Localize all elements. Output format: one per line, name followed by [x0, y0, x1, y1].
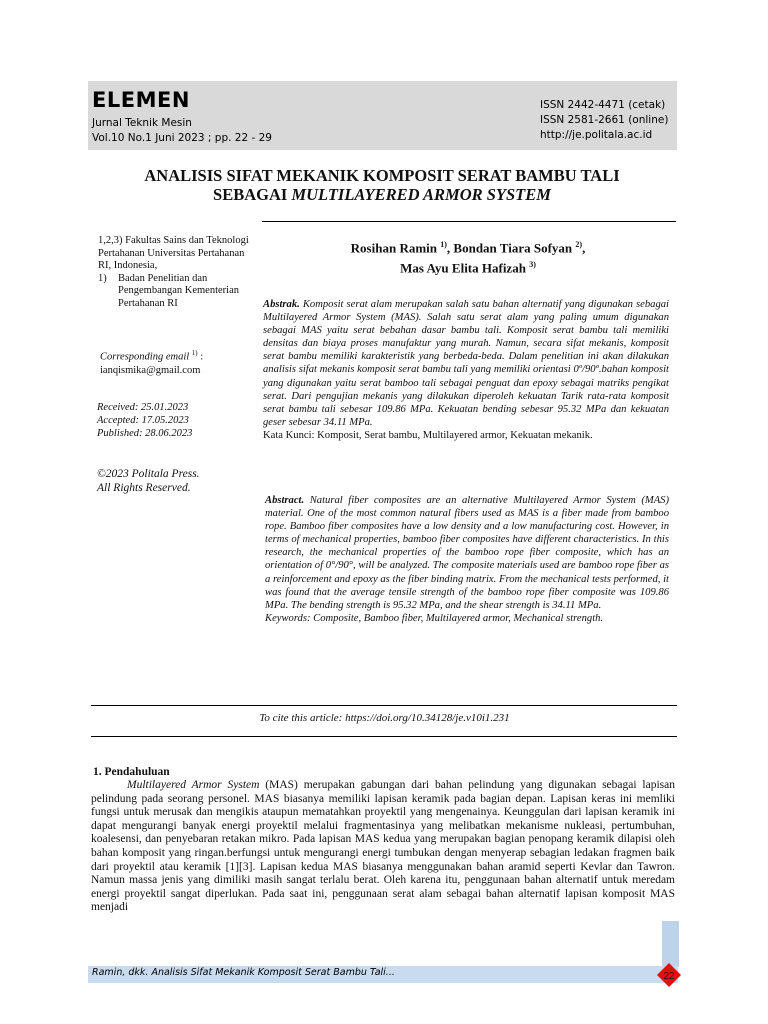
author-line-2 [262, 256, 674, 276]
journal-subtitle: Jurnal Teknik Mesin [92, 117, 192, 129]
affiliation-2 [98, 273, 258, 311]
affiliation-1-num: 1,2,3) [98, 235, 123, 246]
received-date: Received: 25.01.2023 [97, 402, 189, 413]
author-3: Mas Ayu Elita Hafizah [400, 260, 526, 276]
cite-rule-top [91, 705, 677, 706]
abstract-english [265, 494, 669, 625]
affiliations [98, 235, 258, 310]
cite-line[interactable]: To cite this article: https://doi.org/10.34128/je.v10i1.231 [259, 712, 510, 724]
section-title: 1. Pendahuluan [93, 766, 170, 778]
accepted-date: Accepted: 17.05.2023 [97, 415, 189, 426]
copyright-line-2: All Rights Reserved. [97, 482, 191, 494]
abstrak-label: Abstrak. [263, 299, 300, 310]
corresponding-sup: 1) [191, 349, 198, 357]
title-line-2-italic: MULTILAYERED ARMOR SYSTEM [291, 185, 551, 204]
author-line-1 [262, 236, 674, 256]
footer-band [88, 966, 678, 983]
author-2: Bondan Tiara Sofyan [453, 240, 573, 256]
abstract-label: Abstract. [265, 495, 305, 506]
email-link[interactable]: ianqismika@gmail.com [100, 364, 201, 376]
author-1: Rosihan Ramin [350, 240, 437, 256]
volume-line: Vol.10 No.1 Juni 2023 ; pp. 22 - 29 [92, 132, 272, 144]
affiliation-2-text: Badan Penelitian dan Pengembangan Kementerian Pertahanan RI [118, 272, 239, 309]
affiliation-1 [98, 235, 258, 273]
section-body [91, 779, 675, 915]
keywords: Keywords: Composite, Bamboo fiber, Multilayered armor, Mechanical strength. [265, 612, 604, 624]
author-2-sup: 2) [575, 240, 583, 249]
cite-rule-bottom [91, 736, 677, 737]
author-1-sup: 1) [440, 240, 447, 249]
title-line-1: ANALISIS SIFAT MEKANIK KOMPOSIT SERAT BAMBU TALI [144, 166, 620, 185]
issn-block [540, 98, 668, 143]
author-list [262, 236, 674, 277]
journal-url[interactable]: http://je.politala.ac.id [540, 129, 653, 141]
side-strip [662, 921, 679, 967]
journal-info [92, 116, 272, 146]
article-dates [97, 401, 192, 440]
journal-header [88, 81, 677, 150]
title-rule [262, 221, 676, 222]
affiliation-1-text: Fakultas Sains dan Teknologi Pertahanan Universitas Pertahanan RI, Indonesia, [98, 235, 249, 271]
paper-title [92, 166, 672, 204]
published-date: Published: 28.06.2023 [97, 428, 193, 439]
running-head: Ramin, dkk. Analisis Sifat Mekanik Komposit Serat Bambu Tali... [92, 967, 395, 978]
title-line-2-plain: SEBAGAI [213, 185, 292, 204]
title-line-2 [92, 185, 672, 204]
affiliation-2-num: 1) [98, 272, 107, 284]
corresponding-colon: : [197, 351, 204, 363]
abstract-text: Natural fiber composites are an alternative Multilayered Armor System (MAS) material. One of the most common natural fibers used as MAS is a fiber made from bamboo rope. Bamboo fiber composites have a low density and a low manufacturing cost. However, in terms of mechanical properties, bamboo fiber composites have different characteristics. In this research, the mechanical properties of the bamboo rope fiber composite, which has an orientation of 0°/90°, will be analyzed. The composite materials used are bamboo rope fiber as a reinforcement and epoxy as the fiber binding matrix. From the mechanical tests performed, it was found that the average tensile strength of the bamboo rope fiber composite was 109.86 MPa. The bending strength is 95.32 MPa, and the shear strength is 34.11 MPa. [265, 495, 669, 611]
author-3-sup: 3) [529, 260, 536, 270]
section-paragraph: (MAS) merupakan gabungan dari bahan pelindung yang digunakan sebagai lapisan pelindung pada seorang personel. MAS biasanya memiliki lapisan keramik pada bagian depan. Lapisan keras ini memliki fungsi untuk merusak dan mengikis ataupun mematahkan proyektil yang mengenainya. Keunggulan dari lapisan keramik ini dapat mengurangi banyak energi proyektil melalui fragmentasinya yang melibatkan mekanisme nukleasi, pertumbuhan, koalesensi, dan penyebaran retakan mikro. Pada lapisan MAS kedua yang merupakan bagian penopang keramik dilapisi oleh bahan komposit yang ringan.berfungsi untuk mengurangi energi tumbukan dengan menyerap sebagian ledakan fragmen baik dari proyektil atau keramik [1][3]. Lapisan kedua MAS biasanya menggunakan bahan aramid seperti Kevlar dan Tawron. Namun massa jenis yang dimiliki masih sangat terlalu berat. Oleh karena itu, penggunaan bahan alternatif untuk meredam energi proyektil sangat diperlukan. Pada saat ini, penggunaan serat alam sebagai bahan alternatif lapisan komposit MAS menjadi [91, 779, 675, 914]
abstract-indonesian [263, 298, 669, 442]
corresponding-email [100, 347, 260, 377]
kata-kunci: Kata Kunci: Komposit, Serat bambu, Multilayered armor, Kekuatan mekanik. [263, 429, 593, 441]
corresponding-label: Corresponding email [100, 351, 190, 363]
journal-name: ELEMEN [92, 88, 190, 112]
copyright-line-1: ©2023 Politala Press. [97, 468, 200, 480]
copyright-notice [97, 467, 200, 495]
author-separator: , [582, 240, 586, 256]
author-separator: , [446, 240, 454, 256]
abstrak-text: Komposit serat alam merupakan salah satu bahan alternatif yang digunakan sebagai Multilayered Armor System (MAS). Salah satu serat alam yang paling umum digunakan sebagai MAS yaitu serat bebahan dasar bambu tali. Komposit serat bambu tali memiliki densitas dan biaya proses manufaktur yang murah. Namun, secara sifat mekanis, komposit serat bambu memiliki karakteristik yang berbeda-beda. Dalam penelitian ini akan dilakukan analisis sifat mekanis komposit serat bambu tali yang memiliki orientasi 0º/90º.bahan komposit yang digunakan yaitu serat bamboo tali sebagai penguat dan epoxy sebagai matriks pengikat serat. Dari pengujian mekanis yang dilakukan diperoleh kekuatan Tarik rata-rata komposit serat bambu tali sebesar 109.86 MPa. Kekuatan bending sebesar 95.32 MPa dan kekuatan geser sebesar 34.11 MPa. [263, 299, 669, 428]
issn-print: ISSN 2442-4471 (cetak) [540, 99, 666, 111]
issn-online: ISSN 2581-2661 (online) [540, 114, 669, 126]
page-number: 22 [663, 971, 675, 982]
section-lead: Multilayered Armor System [127, 779, 260, 791]
page-number-badge [656, 962, 682, 988]
